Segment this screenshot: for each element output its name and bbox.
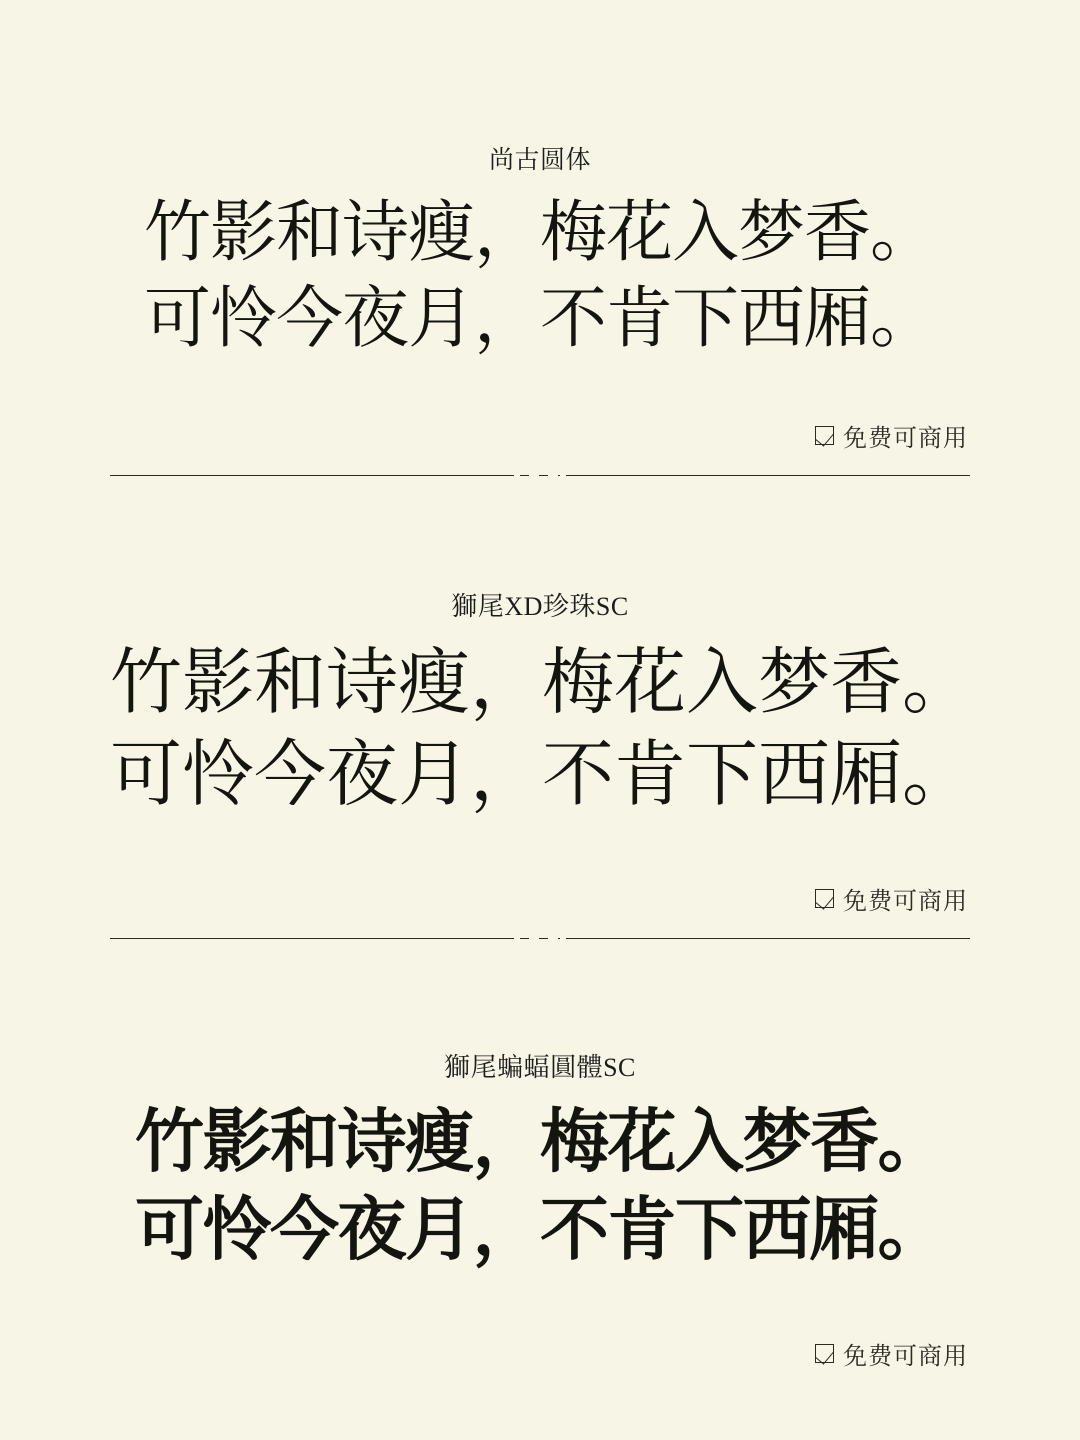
license-badge-label-1: 免费可商用 [843, 425, 968, 452]
font-name-label-1: 尚古圆体 [488, 147, 591, 174]
checkbox-checked-icon [815, 1344, 834, 1363]
divider-segment-left-1 [110, 475, 514, 476]
divider-dash-gap-2 [520, 938, 560, 939]
font-specimen-block-3 [0, 1047, 1080, 1372]
section-divider-1 [110, 475, 970, 476]
font-sample-text-1 [110, 190, 970, 362]
sample-line-2b: 可怜今夜月，不肯下西厢。 [110, 734, 975, 815]
divider-segment-right-1 [566, 475, 970, 476]
sample-line-3b: 可怜今夜月，不肯下西厢。 [135, 1190, 945, 1271]
font-specimen-block-2 [0, 586, 1080, 939]
license-badge-label-2: 免费可商用 [843, 888, 968, 915]
sample-line-1b: 可怜今夜月，不肯下西厢。 [144, 278, 936, 357]
font-sample-text-3 [110, 1098, 970, 1275]
divider-segment-left-2 [110, 938, 514, 939]
font-name-label-2: 獅尾XD珍珠SC [451, 591, 629, 621]
license-badge-1 [110, 418, 970, 453]
license-badge-2 [110, 881, 970, 916]
font-name-label-3: 獅尾蝙蝠圓體SC [444, 1052, 636, 1082]
font-sample-text-2 [110, 637, 975, 821]
license-badge-3 [110, 1336, 970, 1371]
font-specimen-block-1 [0, 140, 1080, 476]
divider-segment-right-2 [566, 938, 970, 939]
sample-line-2a: 竹影和诗瘦，梅花入梦香。 [110, 642, 975, 723]
checkbox-checked-icon [815, 889, 834, 908]
section-divider-2 [110, 938, 970, 939]
license-badge-label-3: 免费可商用 [843, 1344, 968, 1371]
sample-line-3a: 竹影和诗瘦，梅花入梦香。 [135, 1101, 945, 1182]
divider-dash-gap-1 [520, 475, 560, 476]
sample-line-1a: 竹影和诗瘦，梅花入梦香。 [144, 193, 936, 271]
checkbox-checked-icon [815, 426, 834, 445]
